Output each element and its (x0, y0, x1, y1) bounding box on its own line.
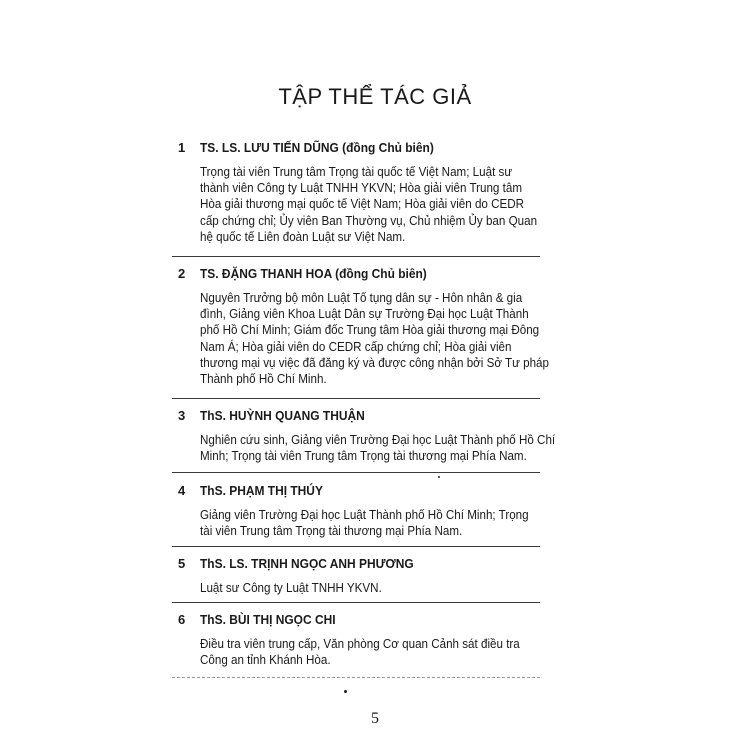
description-line: Nguyên Trưởng bộ môn Luật Tố tụng dân sự - Hôn nhân & gia (200, 291, 523, 305)
author-name: ThS. BÙI THỊ NGỌC CHI (200, 612, 336, 627)
author-description (200, 432, 556, 464)
author-name: ThS. LS. TRỊNH NGỌC ANH PHƯƠNG (200, 556, 414, 571)
author-number: 6 (178, 612, 186, 627)
author-name: TS. ĐẶNG THANH HOA (đồng Chủ biên) (200, 266, 427, 281)
page-number: 5 (371, 710, 379, 727)
page-title: TẬP THỂ TÁC GIẢ (278, 84, 472, 109)
description-line: cấp chứng chỉ; Ủy viên Ban Thường vụ, Chủ nhiệm Ủy ban Quan (200, 213, 538, 228)
description-line: Nghiên cứu sinh, Giảng viên Trường Đại học Luật Thành phố Hồ Chí (200, 433, 556, 447)
description-line: Trọng tài viên Trung tâm Trọng tài quốc tế Việt Nam; Luật sư (200, 165, 513, 179)
author-number: 3 (178, 408, 186, 423)
author-number: 2 (178, 266, 186, 281)
author-name: ThS. PHẠM THỊ THÚY (200, 483, 323, 498)
description-line: thành viên Công ty Luật TNHH YKVN; Hòa giải viên Trung tâm (200, 181, 523, 196)
divider (172, 546, 540, 547)
description-line: Minh; Trọng tài viên Trung tâm Trọng tài thương mại Phía Nam. (200, 449, 527, 464)
ink-speck (438, 476, 440, 478)
description-line: thương mại vụ việc đã đăng ký và được công nhận bởi Sở Tư pháp (200, 355, 549, 370)
description-line: Giảng viên Trường Đại học Luật Thành phố Hồ Chí Minh; Trọng (200, 508, 529, 522)
description-line: hệ quốc tế Liên đoàn Luật sư Việt Nam. (200, 229, 406, 244)
description-line: Nam Á; Hòa giải viên do CEDR cấp chứng chỉ; Hòa giải viên (200, 339, 512, 354)
description-line: Công an tỉnh Khánh Hòa. (200, 653, 331, 668)
divider (172, 602, 540, 603)
author-name: ThS. HUỲNH QUANG THUẬN (200, 408, 365, 423)
divider (172, 256, 540, 257)
author-description (200, 290, 549, 387)
description-line: tài viên Trung tâm Trọng tài thương mại Phía Nam. (200, 524, 463, 539)
author-description (200, 164, 536, 245)
author-number: 4 (178, 483, 186, 498)
description-line: Luật sư Công ty Luật TNHH YKVN. (200, 581, 382, 595)
description-line: đình, Giảng viên Khoa Luật Dân sự Trường Đại học Luật Thành (200, 307, 529, 322)
author-description (200, 636, 536, 668)
description-line: phố Hồ Chí Minh; Giám đốc Trung tâm Hòa giải thương mại Đông (200, 323, 540, 338)
author-description (200, 580, 536, 596)
divider (172, 398, 540, 399)
divider-dotted (172, 677, 540, 678)
description-line: Điều tra viên trung cấp, Văn phòng Cơ quan Cảnh sát điều tra (200, 637, 520, 651)
author-number: 5 (178, 556, 186, 571)
description-line: Thành phố Hồ Chí Minh. (200, 372, 327, 387)
divider (172, 472, 540, 473)
description-line: Hòa giải thương mại quốc tế Việt Nam; Hòa giải viên do CEDR (200, 197, 525, 212)
author-description (200, 507, 536, 539)
author-name: TS. LS. LƯU TIẾN DŨNG (đồng Chủ biên) (200, 140, 434, 155)
ink-speck (344, 690, 347, 693)
author-number: 1 (178, 140, 186, 155)
